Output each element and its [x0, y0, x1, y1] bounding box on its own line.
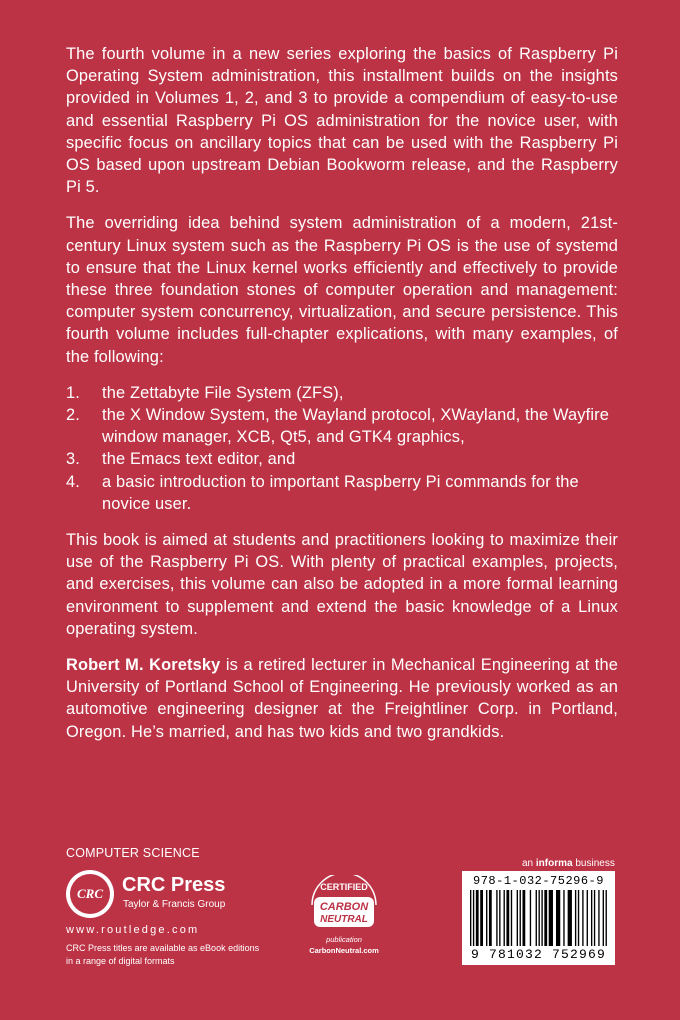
intro-paragraph-1: The fourth volume in a new series exploring the basics of Raspberry Pi Operating System administration, this installment builds on the insights provided in Volumes 1, 2, and 3 to provide a compendium of easy-to-use and essential Raspberry Pi OS administration for the novice user, with specific focus on ancillary topics that can be used with the Raspberry Pi OS based upon upstream Debian Bookworm release, and the Raspberry Pi 5.	[66, 45, 618, 197]
crc-logo-icon	[66, 870, 114, 918]
topics-list	[66, 382, 618, 515]
barcode-bar	[470, 890, 471, 946]
barcode-digits: 9 781032 752969	[470, 947, 607, 962]
barcode-bar	[582, 890, 583, 946]
barcode-bar	[489, 890, 492, 946]
barcode-bar	[598, 890, 599, 946]
description-text	[66, 43, 618, 757]
list-text: the X Window System, the Wayland protocol, XWayland, the Wayfire window manager, XCB, Qt5, and GTK4 graphics,	[102, 406, 609, 447]
barcode-bar	[476, 890, 479, 946]
barcode-bar	[603, 890, 604, 946]
author-bio-text: is a retired lecturer in Mechanical Engineering at the University of Portland School of Engineering. He previously worked as an automotive engineering designer at the Freightliner Corp. in Portland, Oregon. He’s married, and has two kids and two grandkids.	[66, 656, 618, 741]
informa-prefix: an	[522, 858, 536, 869]
informa-brand: informa	[535, 858, 573, 869]
list-number: 1.	[66, 383, 80, 402]
carbon-publication-label: publication	[326, 935, 362, 944]
publisher-group: Taylor & Francis Group	[123, 899, 226, 910]
barcode-bar	[591, 890, 592, 946]
isbn-barcode	[462, 871, 615, 965]
barcode-bar	[504, 890, 505, 946]
ebook-note: CRC Press titles are available as eBook editions in a range of digital formats	[66, 943, 260, 966]
barcode-bar	[541, 890, 542, 946]
list-number: 4.	[66, 472, 80, 491]
list-text: the Zettabyte File System (ZFS),	[102, 383, 344, 402]
barcode-bar	[594, 890, 595, 946]
carbon-certified-text: CERTIFIED	[320, 882, 368, 892]
carbon-badge-line2: NEUTRAL	[320, 914, 368, 925]
list-item	[66, 448, 618, 470]
crc-logo-text: CRC	[70, 874, 110, 914]
barcode-bar	[473, 890, 474, 946]
publisher-name: CRC Press	[122, 874, 226, 896]
author-bio	[66, 654, 618, 743]
barcode-bar	[606, 890, 607, 946]
list-number: 3.	[66, 450, 80, 469]
barcode-bar	[549, 890, 553, 946]
barcode-bar	[486, 890, 487, 946]
barcode-bar	[511, 890, 512, 946]
list-text: a basic introduction to important Raspberry Pi commands for the novice user.	[102, 472, 579, 513]
category-label: COMPUTER SCIENCE	[66, 846, 200, 860]
barcode-bar	[506, 890, 509, 946]
barcode-bar	[522, 890, 525, 946]
barcode-bar	[563, 890, 564, 946]
carbon-neutral-logo	[298, 875, 398, 965]
barcode-bar	[499, 890, 500, 946]
isbn-number: 978-1-032-75296-9	[473, 874, 604, 888]
barcode-bar	[556, 890, 560, 946]
barcode-bar	[539, 890, 540, 946]
carbon-website: CarbonNeutral.com	[309, 946, 379, 955]
barcode-bar	[568, 890, 572, 946]
carbon-neutral-icon	[298, 875, 390, 935]
publisher-website: www.routledge.com	[66, 924, 200, 936]
audience-paragraph: This book is aimed at students and practitioners looking to maximize their use of the Raspberry Pi OS. With plenty of practical examples, projects, and exercises, this volume can also be adopted in a more formal learning environment to supplement and extend the basic knowledge of a Linux operating system.	[66, 531, 618, 638]
informa-business-label	[522, 858, 615, 869]
barcode-bars	[470, 890, 607, 946]
intro-paragraph-2: The overriding idea behind system administration of a modern, 21st-century Linux system such as the Raspberry Pi OS is the use of systemd to ensure that the Linux kernel works efficiently and effectively to provide these three foundation stones of computer operation and management: computer system concurrency, virtualization, and secure persistence. This fourth volume includes full-chapter explications, with many examples, of the following:	[66, 214, 618, 366]
barcode-bar	[536, 890, 537, 946]
barcode-bar	[480, 890, 483, 946]
barcode-bar	[578, 890, 579, 946]
publisher-logo	[66, 870, 266, 920]
list-text: the Emacs text editor, and	[102, 450, 296, 469]
barcode-bar	[587, 890, 588, 946]
barcode-bar	[575, 890, 576, 946]
author-name: Robert M. Koretsky	[66, 656, 221, 675]
carbon-badge-line1: CARBON	[319, 901, 369, 913]
list-item	[66, 404, 618, 448]
barcode-bar	[496, 890, 497, 946]
list-item	[66, 471, 618, 515]
list-item	[66, 382, 618, 404]
list-number: 2.	[66, 406, 80, 425]
barcode-bar	[544, 890, 547, 946]
barcode-bar	[517, 890, 518, 946]
informa-suffix: business	[572, 858, 615, 869]
barcode-bar	[520, 890, 521, 946]
barcode-bar	[530, 890, 531, 946]
